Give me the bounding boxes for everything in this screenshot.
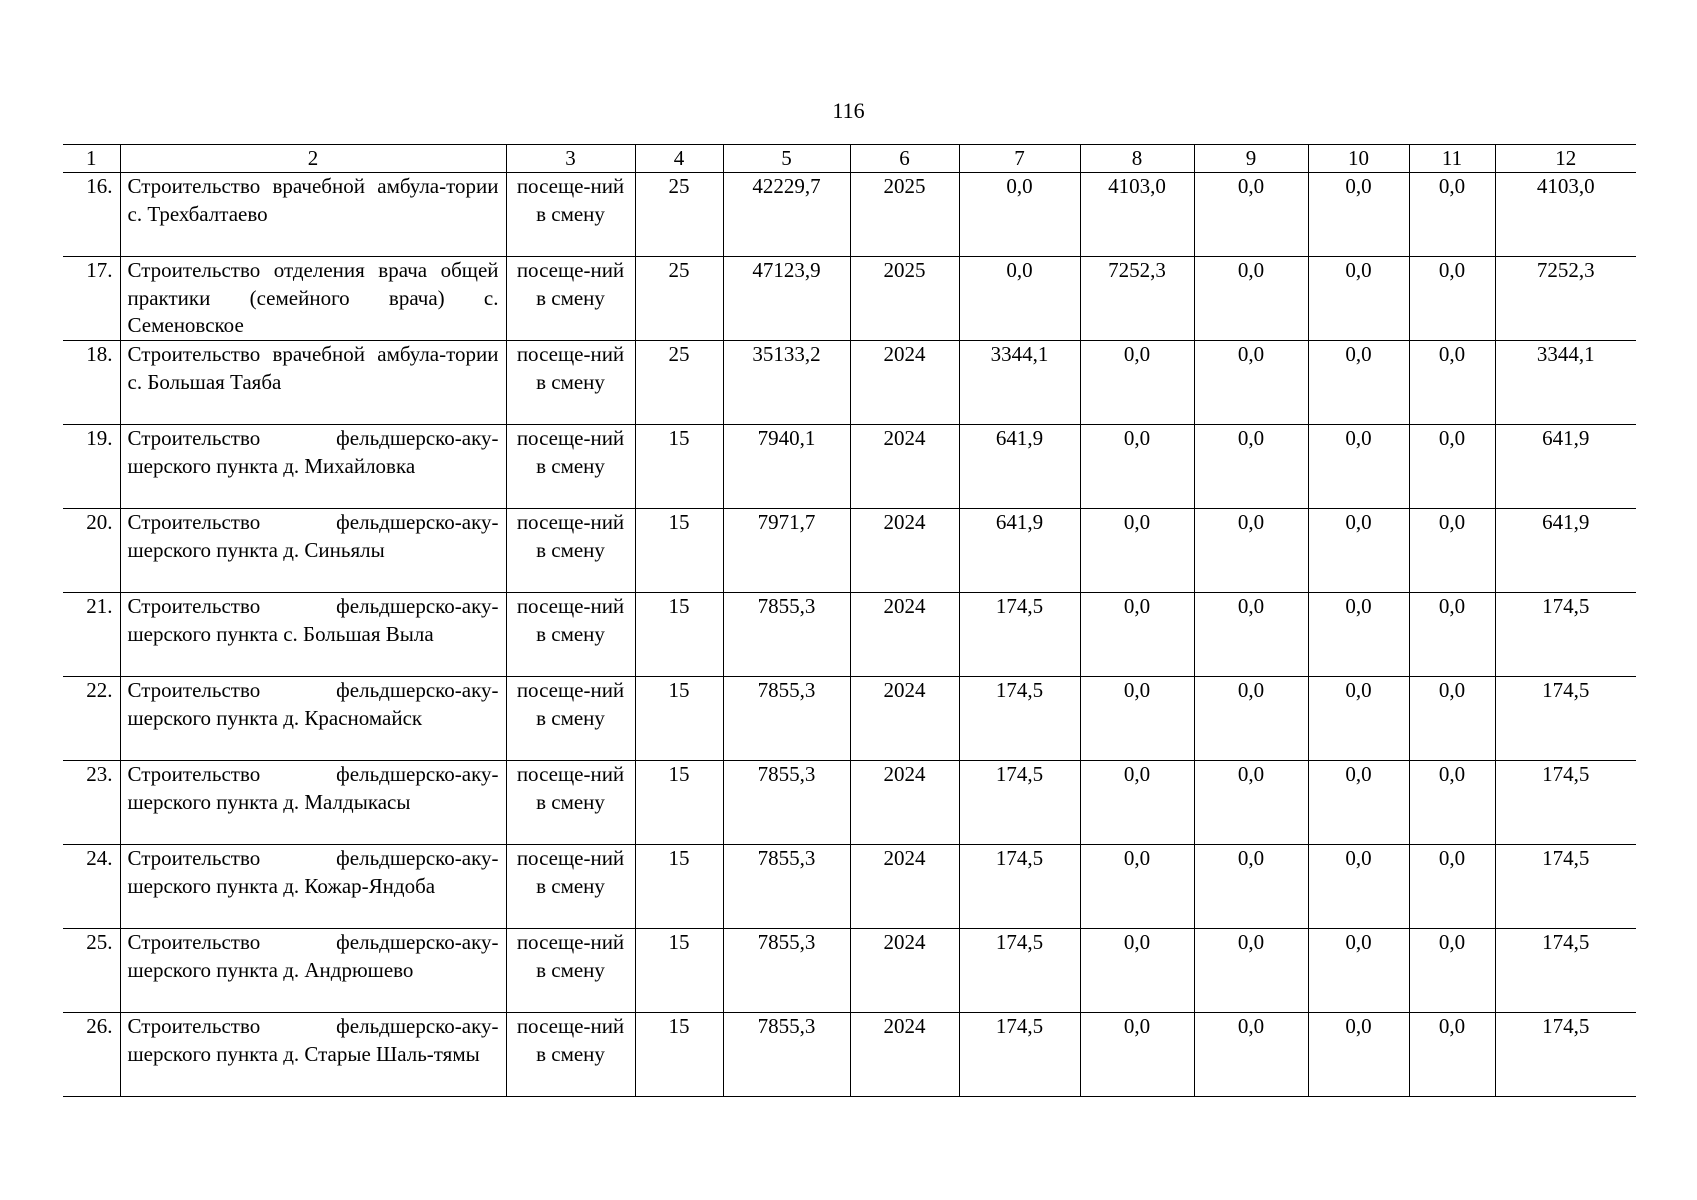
capacity: 15 [635, 593, 723, 677]
capacity: 15 [635, 845, 723, 929]
estimated-cost: 7855,3 [723, 845, 850, 929]
value-col-7: 0,0 [959, 257, 1080, 341]
value-col-12: 174,5 [1495, 593, 1636, 677]
completion-year: 2024 [850, 425, 959, 509]
table-row [63, 845, 1636, 929]
column-header-7: 7 [959, 145, 1080, 173]
capacity-unit: посеще-ний в смену [506, 257, 635, 341]
capacity: 15 [635, 677, 723, 761]
table-body [63, 173, 1636, 1097]
column-header-3: 3 [506, 145, 635, 173]
row-number: 23. [63, 761, 120, 845]
value-col-10: 0,0 [1308, 425, 1409, 509]
value-col-9: 0,0 [1194, 929, 1308, 1013]
value-col-9: 0,0 [1194, 341, 1308, 425]
value-col-10: 0,0 [1308, 257, 1409, 341]
estimated-cost: 42229,7 [723, 173, 850, 257]
estimated-cost: 7971,7 [723, 509, 850, 593]
capacity-unit: посеще-ний в смену [506, 509, 635, 593]
capacity-unit: посеще-ний в смену [506, 425, 635, 509]
value-col-10: 0,0 [1308, 761, 1409, 845]
value-col-9: 0,0 [1194, 761, 1308, 845]
estimated-cost: 47123,9 [723, 257, 850, 341]
row-number: 19. [63, 425, 120, 509]
estimated-cost: 35133,2 [723, 341, 850, 425]
object-name: Строительство фельдшерско-аку-шерского пункта д. Малдыкасы [120, 761, 506, 845]
completion-year: 2024 [850, 341, 959, 425]
table-row [63, 1013, 1636, 1097]
column-header-12: 12 [1495, 145, 1636, 173]
completion-year: 2024 [850, 845, 959, 929]
value-col-10: 0,0 [1308, 509, 1409, 593]
estimated-cost: 7855,3 [723, 929, 850, 1013]
value-col-12: 641,9 [1495, 509, 1636, 593]
row-number: 22. [63, 677, 120, 761]
value-col-11: 0,0 [1409, 677, 1495, 761]
table-row [63, 173, 1636, 257]
value-col-12: 174,5 [1495, 1013, 1636, 1097]
value-col-8: 0,0 [1080, 761, 1194, 845]
estimated-cost: 7855,3 [723, 1013, 850, 1097]
estimated-cost: 7940,1 [723, 425, 850, 509]
table-row [63, 593, 1636, 677]
completion-year: 2025 [850, 257, 959, 341]
row-number: 26. [63, 1013, 120, 1097]
value-col-9: 0,0 [1194, 1013, 1308, 1097]
value-col-11: 0,0 [1409, 1013, 1495, 1097]
capacity-unit: посеще-ний в смену [506, 593, 635, 677]
column-header-8: 8 [1080, 145, 1194, 173]
column-header-11: 11 [1409, 145, 1495, 173]
estimated-cost: 7855,3 [723, 677, 850, 761]
value-col-8: 4103,0 [1080, 173, 1194, 257]
capacity-unit: посеще-ний в смену [506, 761, 635, 845]
value-col-7: 174,5 [959, 761, 1080, 845]
completion-year: 2025 [850, 173, 959, 257]
capacity-unit: посеще-ний в смену [506, 1013, 635, 1097]
capacity: 15 [635, 929, 723, 1013]
estimated-cost: 7855,3 [723, 593, 850, 677]
column-header-9: 9 [1194, 145, 1308, 173]
value-col-12: 174,5 [1495, 845, 1636, 929]
capacity: 25 [635, 341, 723, 425]
value-col-11: 0,0 [1409, 341, 1495, 425]
value-col-8: 7252,3 [1080, 257, 1194, 341]
row-number: 18. [63, 341, 120, 425]
value-col-9: 0,0 [1194, 845, 1308, 929]
value-col-8: 0,0 [1080, 677, 1194, 761]
value-col-9: 0,0 [1194, 593, 1308, 677]
value-col-7: 641,9 [959, 425, 1080, 509]
row-number: 20. [63, 509, 120, 593]
value-col-8: 0,0 [1080, 845, 1194, 929]
value-col-11: 0,0 [1409, 845, 1495, 929]
column-header-6: 6 [850, 145, 959, 173]
value-col-12: 174,5 [1495, 929, 1636, 1013]
completion-year: 2024 [850, 593, 959, 677]
value-col-10: 0,0 [1308, 929, 1409, 1013]
table-row [63, 509, 1636, 593]
value-col-9: 0,0 [1194, 173, 1308, 257]
column-header-2: 2 [120, 145, 506, 173]
value-col-9: 0,0 [1194, 509, 1308, 593]
value-col-11: 0,0 [1409, 593, 1495, 677]
object-name: Строительство фельдшерско-аку-шерского пункта д. Синьялы [120, 509, 506, 593]
value-col-8: 0,0 [1080, 593, 1194, 677]
table-header [63, 145, 1636, 173]
value-col-11: 0,0 [1409, 761, 1495, 845]
object-name: Строительство фельдшерско-аку-шерского пункта д. Красномайск [120, 677, 506, 761]
capacity-unit: посеще-ний в смену [506, 173, 635, 257]
capacity: 15 [635, 1013, 723, 1097]
value-col-7: 641,9 [959, 509, 1080, 593]
object-name: Строительство фельдшерско-аку-шерского пункта д. Старые Шаль-тямы [120, 1013, 506, 1097]
value-col-7: 174,5 [959, 677, 1080, 761]
completion-year: 2024 [850, 509, 959, 593]
capacity-unit: посеще-ний в смену [506, 845, 635, 929]
header-row [63, 145, 1636, 173]
value-col-11: 0,0 [1409, 425, 1495, 509]
value-col-7: 174,5 [959, 845, 1080, 929]
capacity-unit: посеще-ний в смену [506, 677, 635, 761]
value-col-7: 3344,1 [959, 341, 1080, 425]
value-col-9: 0,0 [1194, 425, 1308, 509]
row-number: 17. [63, 257, 120, 341]
value-col-8: 0,0 [1080, 425, 1194, 509]
value-col-8: 0,0 [1080, 1013, 1194, 1097]
table-row [63, 425, 1636, 509]
object-name: Строительство отделения врача общей практики (семейного врача) с. Семеновское [120, 257, 506, 341]
value-col-8: 0,0 [1080, 509, 1194, 593]
column-header-10: 10 [1308, 145, 1409, 173]
table-row [63, 257, 1636, 341]
capacity: 15 [635, 425, 723, 509]
value-col-8: 0,0 [1080, 341, 1194, 425]
value-col-11: 0,0 [1409, 257, 1495, 341]
value-col-9: 0,0 [1194, 677, 1308, 761]
capacity-unit: посеще-ний в смену [506, 929, 635, 1013]
value-col-12: 174,5 [1495, 677, 1636, 761]
value-col-10: 0,0 [1308, 593, 1409, 677]
table-row [63, 341, 1636, 425]
estimated-cost: 7855,3 [723, 761, 850, 845]
capacity: 25 [635, 173, 723, 257]
column-header-5: 5 [723, 145, 850, 173]
completion-year: 2024 [850, 761, 959, 845]
object-name: Строительство фельдшерско-аку-шерского пункта д. Михайловка [120, 425, 506, 509]
value-col-9: 0,0 [1194, 257, 1308, 341]
completion-year: 2024 [850, 677, 959, 761]
completion-year: 2024 [850, 1013, 959, 1097]
row-number: 16. [63, 173, 120, 257]
object-name: Строительство фельдшерско-аку-шерского пункта д. Андрюшево [120, 929, 506, 1013]
capacity: 25 [635, 257, 723, 341]
capacity: 15 [635, 509, 723, 593]
value-col-10: 0,0 [1308, 677, 1409, 761]
completion-year: 2024 [850, 929, 959, 1013]
data-table [63, 144, 1636, 1097]
row-number: 25. [63, 929, 120, 1013]
value-col-11: 0,0 [1409, 509, 1495, 593]
value-col-12: 4103,0 [1495, 173, 1636, 257]
row-number: 21. [63, 593, 120, 677]
value-col-12: 641,9 [1495, 425, 1636, 509]
value-col-10: 0,0 [1308, 1013, 1409, 1097]
value-col-10: 0,0 [1308, 845, 1409, 929]
value-col-12: 7252,3 [1495, 257, 1636, 341]
page-number: 116 [832, 98, 865, 123]
table-row [63, 761, 1636, 845]
value-col-8: 0,0 [1080, 929, 1194, 1013]
value-col-7: 174,5 [959, 929, 1080, 1013]
column-header-1: 1 [63, 145, 120, 173]
value-col-11: 0,0 [1409, 929, 1495, 1013]
table-row [63, 677, 1636, 761]
row-number: 24. [63, 845, 120, 929]
object-name: Строительство фельдшерско-аку-шерского пункта д. Кожар-Яндоба [120, 845, 506, 929]
value-col-12: 174,5 [1495, 761, 1636, 845]
object-name: Строительство врачебной амбула-тории с. Трехбалтаево [120, 173, 506, 257]
object-name: Строительство фельдшерско-аку-шерского пункта с. Большая Выла [120, 593, 506, 677]
value-col-10: 0,0 [1308, 173, 1409, 257]
value-col-10: 0,0 [1308, 341, 1409, 425]
value-col-11: 0,0 [1409, 173, 1495, 257]
object-name: Строительство врачебной амбула-тории с. Большая Таяба [120, 341, 506, 425]
capacity-unit: посеще-ний в смену [506, 341, 635, 425]
capacity: 15 [635, 761, 723, 845]
value-col-7: 174,5 [959, 593, 1080, 677]
value-col-7: 0,0 [959, 173, 1080, 257]
table-row [63, 929, 1636, 1013]
column-header-4: 4 [635, 145, 723, 173]
value-col-12: 3344,1 [1495, 341, 1636, 425]
value-col-7: 174,5 [959, 1013, 1080, 1097]
